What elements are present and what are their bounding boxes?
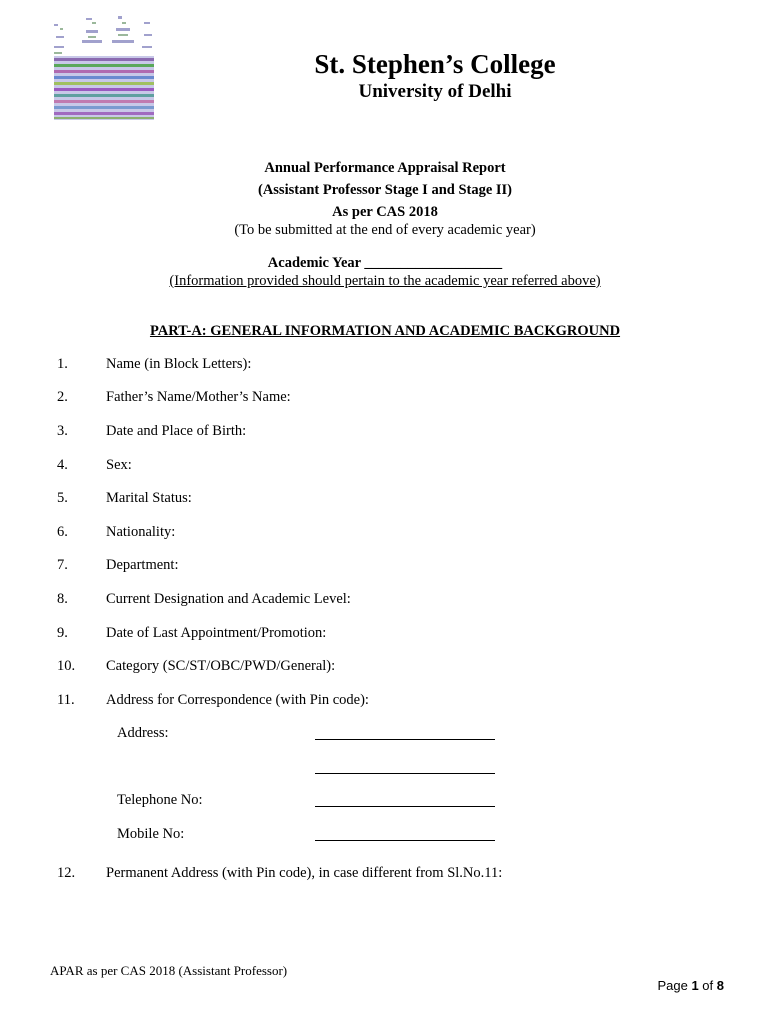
page-of: of <box>698 978 717 993</box>
page-number <box>657 978 724 993</box>
item-number: 1. <box>57 356 68 372</box>
info-note: (Information provided should pertain to the academic year referred above) <box>169 273 601 289</box>
item-label: Department: <box>106 557 179 573</box>
item-label: Name (in Block Letters): <box>106 356 252 372</box>
item-number: 10. <box>57 658 76 674</box>
telephone-line[interactable] <box>315 806 495 807</box>
item-label: Date of Last Appointment/Promotion: <box>106 625 327 641</box>
item-number: 12. <box>57 865 76 881</box>
address-line-2[interactable] <box>315 773 495 774</box>
item-label: Current Designation and Academic Level: <box>106 591 351 607</box>
report-subtitle: (Assistant Professor Stage I and Stage II) <box>257 182 513 198</box>
item-number: 8. <box>57 591 68 607</box>
item-label: Address for Correspondence (with Pin code): <box>106 692 369 708</box>
mobile-label: Mobile No: <box>117 826 185 842</box>
footer-doc-label: APAR as per CAS 2018 (Assistant Professor) <box>50 963 288 978</box>
item-label: Nationality: <box>106 524 176 540</box>
item-number: 7. <box>57 557 68 573</box>
part-a-heading: PART-A: GENERAL INFORMATION AND ACADEMIC BACKGROUND <box>149 323 621 339</box>
address-label: Address: <box>117 725 169 741</box>
page-prefix: Page <box>657 978 692 993</box>
item-label: Father’s Name/Mother’s Name: <box>106 389 291 405</box>
report-cas: As per CAS 2018 <box>332 204 438 220</box>
item-label: Sex: <box>106 457 132 473</box>
item-number: 2. <box>57 389 68 405</box>
report-title: Annual Performance Appraisal Report <box>264 160 506 176</box>
item-label: Marital Status: <box>106 490 192 506</box>
item-number: 9. <box>57 625 68 641</box>
page-current: 1 <box>691 978 699 993</box>
page-total: 8 <box>716 978 724 993</box>
item-label: Date and Place of Birth: <box>106 423 247 439</box>
item-number: 11. <box>57 692 75 708</box>
university-name: University of Delhi <box>358 81 512 102</box>
item-label: Category (SC/ST/OBC/PWD/General): <box>106 658 336 674</box>
academic-year-field[interactable]: Academic Year ___________________ <box>267 255 503 271</box>
item-number: 3. <box>57 423 68 439</box>
report-note: (To be submitted at the end of every academic year) <box>234 222 536 238</box>
mobile-line[interactable] <box>315 840 495 841</box>
item-number: 5. <box>57 490 68 506</box>
item-number: 6. <box>57 524 68 540</box>
item-number: 4. <box>57 457 68 473</box>
telephone-label: Telephone No: <box>117 792 203 808</box>
college-name: St. Stephen’s College <box>314 49 556 79</box>
item-label: Permanent Address (with Pin code), in case different from Sl.No.11: <box>106 865 503 881</box>
address-line-1[interactable] <box>315 739 495 740</box>
college-crest-icon <box>52 16 156 122</box>
